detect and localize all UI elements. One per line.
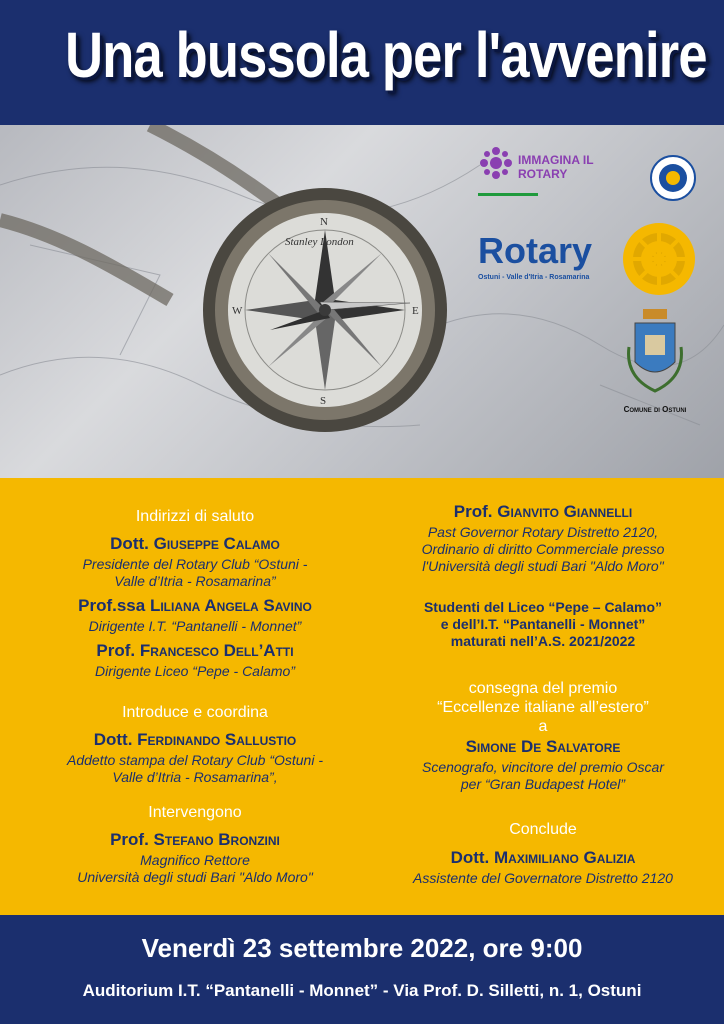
speaker-desalvatore: Simone De Salvatore [465, 737, 621, 756]
speaker-savino: Prof.ssa Liliana Angela Savino [78, 596, 312, 615]
speaker-dellatti-role: Dirigente Liceo “Pepe - Calamo” [95, 663, 295, 679]
speaker-bronzini-role1: Magnifico Rettore [140, 852, 250, 868]
speaker-desalvatore-role1: Scenografo, vincitore del premio Oscar [422, 759, 664, 775]
speaker-dellatti: Prof. Francesco Dell’Atti [96, 641, 294, 660]
header-banner [0, 0, 724, 125]
ostuni-crest-icon [625, 307, 685, 397]
premio-line2: “Eccellenze italiane all’estero” [437, 699, 649, 716]
imagina-flower-icon [478, 145, 514, 181]
speaker-bronzini-role2: Università degli studi Bari "Aldo Moro" [77, 869, 313, 885]
rotary-logo [478, 230, 638, 290]
speaker-desalvatore-role2: per “Gran Budapest Hotel” [460, 776, 626, 792]
students-line1: Studenti del Liceo “Pepe – Calamo” [423, 599, 663, 615]
speaker-bronzini: Prof. Stefano Bronzini [110, 830, 280, 849]
compass-w: W [232, 305, 243, 317]
event-date: Venerdì 23 settembre 2022, ore 9:00 [141, 933, 583, 963]
students-line3: maturati nell’A.S. 2021/2022 [450, 633, 636, 649]
speaker-calamo-role2: Valle d’Itria - Rosamarina” [114, 573, 276, 589]
speaker-sallustio-role1: Addetto stampa del Rotary Club “Ostuni - [66, 752, 323, 768]
footer-banner [0, 915, 724, 1024]
premio-line3: a [538, 718, 548, 735]
speaker-giannelli: Prof. Gianvito Giannelli [453, 502, 633, 521]
rotary-wheel-icon [620, 220, 698, 298]
speaker-calamo: Dott. Giuseppe Calamo [110, 534, 280, 553]
speaker-galizia: Dott. Maximiliano Galizia [450, 848, 636, 867]
compass-brand: Stanley London [285, 236, 354, 248]
imagina-rotary-logo [478, 145, 618, 205]
speaker-calamo-role1: Presidente del Rotary Club “Ostuni - [82, 556, 308, 572]
compass-s: S [320, 395, 327, 407]
rotary-club-name: Ostuni - Valle d'Itria - Rosamarina [478, 274, 590, 281]
speaker-galizia-role: Assistente del Governatore Distretto 2120 [413, 870, 673, 886]
speaker-sallustio: Dott. Ferdinando Sallustio [93, 730, 297, 749]
hero-image [0, 125, 724, 478]
imagina-line2: ROTARY [518, 167, 568, 181]
speaker-giannelli-role1: Past Governor Rotary Distretto 2120, [427, 524, 659, 540]
comune-label: Comune di Ostuni [623, 405, 687, 414]
speaker-sallustio-role2: Valle d’Itria - Rosamarina”, [112, 769, 278, 785]
rotary-wordmark: Rotary [478, 230, 593, 271]
premio-line1: consegna del premio [468, 680, 618, 697]
speaker-savino-role: Dirigente I.T. “Pantanelli - Monnet” [88, 618, 302, 634]
heading-saluto: Indirizzi di saluto [135, 508, 255, 525]
speaker-giannelli-role2: Ordinario di diritto Commerciale presso [421, 541, 665, 557]
page-title: Una bussola per l'avvenire [65, 19, 707, 91]
program-panel [0, 478, 724, 915]
heading-conclude: Conclude [509, 821, 577, 838]
compass-e: E [412, 305, 419, 317]
students-line2: e dell’I.T. “Pantanelli - Monnet” [440, 616, 646, 632]
event-venue: Auditorium I.T. “Pantanelli - Monnet” - Via Prof. D. Silletti, n. 1, Ostuni [82, 981, 642, 1000]
compass-n: N [320, 216, 328, 228]
heading-intervengono: Intervengono [148, 804, 242, 821]
heading-introduce: Introduce e coordina [122, 704, 268, 721]
speaker-giannelli-role3: l'Università degli studi Bari "Aldo Moro" [422, 558, 664, 574]
rotary-futuro-badge-icon [650, 155, 696, 201]
imagina-line1: IMMAGINA IL [518, 153, 594, 167]
